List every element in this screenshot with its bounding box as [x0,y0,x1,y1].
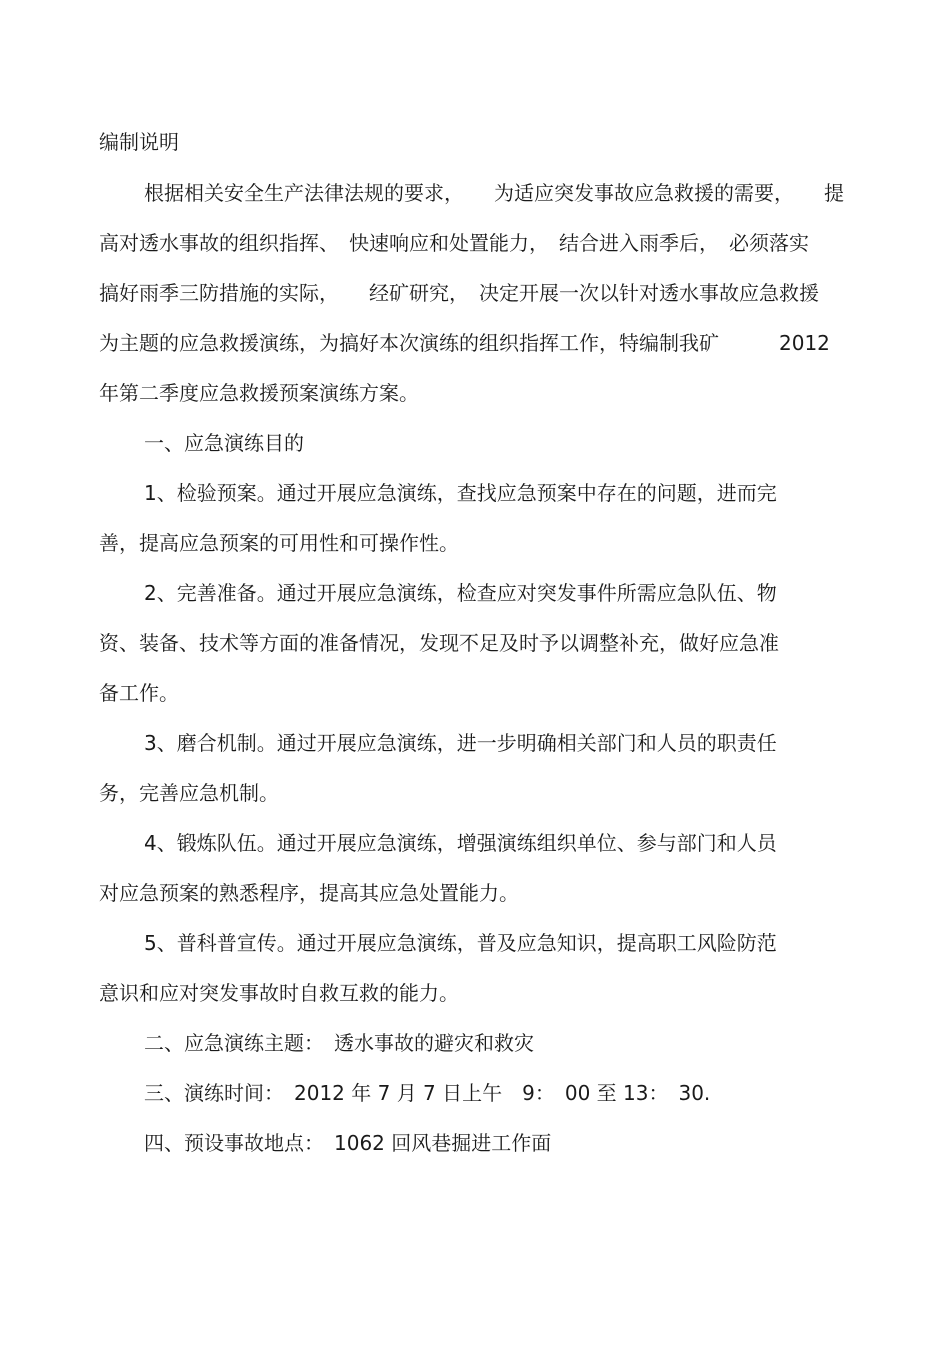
item-3-line-1: 3、磨合机制。通过开展应急演练，进一步明确相关部门和人员的职责任 [144,731,777,755]
item-5-line-2: 意识和应对突发事故时自救互救的能力。 [99,981,459,1005]
section-1-title: 一、应急演练目的 [144,431,304,455]
item-3-line-2: 务，完善应急机制。 [99,781,279,805]
intro-line-4: 为主题的应急救援演练，为搞好本次演练的组织指挥工作，特编制我矿 2012 [99,331,830,355]
section-2-line: 二、应急演练主题： 透水事故的避灾和救灾 [144,1031,534,1055]
intro-line-1: 根据相关安全生产法律法规的要求， 为适应突发事故应急救援的需要， 提 [144,181,844,205]
item-2-line-1: 2、完善准备。通过开展应急演练，检查应对突发事件所需应急队伍、物 [144,581,777,605]
section-4-line: 四、预设事故地点： 1062 回风巷掘进工作面 [144,1131,552,1155]
document-heading: 编制说明 [99,130,179,154]
item-1-line-2: 善，提高应急预案的可用性和可操作性。 [99,531,459,555]
item-4-line-2: 对应急预案的熟悉程序，提高其应急处置能力。 [99,881,519,905]
intro-line-2: 高对透水事故的组织指挥、 快速响应和处置能力， 结合进入雨季后， 必须落实 [99,231,809,255]
intro-line-3: 搞好雨季三防措施的实际， 经矿研究， 决定开展一次以针对透水事故应急救援 [99,281,819,305]
item-2-line-2: 资、装备、技术等方面的准备情况，发现不足及时予以调整补充，做好应急准 [99,631,779,655]
item-5-line-1: 5、普科普宣传。通过开展应急演练，普及应急知识，提高职工风险防范 [144,931,777,955]
item-4-line-1: 4、锻炼队伍。通过开展应急演练，增强演练组织单位、参与部门和人员 [144,831,777,855]
item-1-line-1: 1、检验预案。通过开展应急演练，查找应急预案中存在的问题，进而完 [144,481,777,505]
item-2-line-3: 备工作。 [99,681,179,705]
section-3-line: 三、演练时间： 2012 年 7 月 7 日上午 9： 00 至 13： 30. [144,1081,711,1105]
intro-line-5: 年第二季度应急救援预案演练方案。 [99,381,419,405]
